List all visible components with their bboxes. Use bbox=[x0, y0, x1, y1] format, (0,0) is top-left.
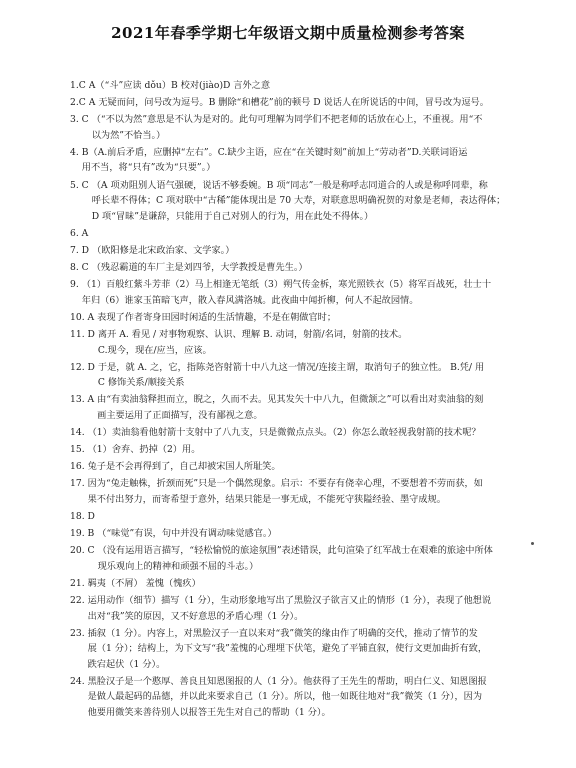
answer-line: B（A.前后矛盾，应删掉“左右”。C.缺少主语，应在“在关键时刻”前加上“劳动者”D.关联词语运 bbox=[81, 146, 468, 158]
answer-number: 4. bbox=[70, 146, 79, 158]
answer-text bbox=[97, 310, 530, 326]
answer-number: 1.C bbox=[70, 80, 86, 91]
answer-text bbox=[98, 509, 530, 525]
answer-number: 15. bbox=[70, 444, 85, 456]
answer-text bbox=[97, 526, 530, 542]
answer-number: 22. bbox=[70, 594, 85, 606]
answer-number: 8. C bbox=[70, 262, 89, 274]
answer-line: 因为“兔走触株，折颈而死”只是一个偶然现象。启示：不要存有侥幸心理，不要想着不劳而获，如 bbox=[87, 478, 483, 490]
answer-line: 兔子是不会再得到了，自己却被宋国人所耻笑。 bbox=[87, 461, 281, 473]
answer-item bbox=[70, 392, 530, 423]
answer-line: 出对“我”笑的原因，又不好意思的矛盾心理（1 分）。 bbox=[87, 610, 304, 622]
answer-text bbox=[88, 674, 530, 721]
answer-item bbox=[70, 277, 530, 308]
answer-line: 跌宕起伏（1 分）。 bbox=[87, 658, 166, 670]
answer-line: 离开 A. 看见 / 对事物观察、认识、理解 B. 动词，射箭/名词，射箭的技术。 bbox=[97, 328, 408, 340]
answer-number: 5. C bbox=[70, 179, 89, 191]
answer-line: 运用动作（细节）描写（1 分），生动形象地写出了黑脸汉子欲言又止的情形（1 分），表现了他想说 bbox=[87, 594, 492, 606]
answer-number: 21. bbox=[70, 577, 85, 589]
answer-line: 于是，就 A. 之，它，指陈尧咨射箭十中八九这一情况/连接主谓，取消句子的独立性。 B.凭/ 用 bbox=[97, 361, 485, 373]
answer-text bbox=[98, 360, 530, 391]
answer-text bbox=[89, 95, 530, 111]
page-title: 2021年春季学期七年级语文期中质量检测参考答案 bbox=[111, 24, 465, 42]
answer-line: 他要用微笑来善待别人以报答王先生对自己的帮助（1 分）。 bbox=[87, 707, 331, 719]
answer-line: （没有运用语言描写，“轻松愉悦的旅途氛围”表述错误，此句渲染了红军战士在艰难的旅途中所体 bbox=[97, 545, 493, 557]
answer-line: （A 项劝阻别人语气强硬，说话不够委婉。B 项“同志”一般是称呼志同道合的人或是称呼同辈，称 bbox=[91, 179, 488, 191]
answer-text bbox=[88, 442, 530, 458]
answer-line: A（“斗”应读 dǒu）B 校对(jiào)D 言外之意 bbox=[88, 80, 271, 91]
answer-item bbox=[70, 327, 530, 358]
answer-line: 插叙（1 分）。内容上，对黑脸汉子一直以来对“我”微笑的缘由作了明确的交代，推动了情节的发 bbox=[87, 627, 478, 639]
answer-line: 羁夷（不屑） 羞愧（愧疚） bbox=[87, 577, 201, 589]
answer-text bbox=[92, 243, 530, 259]
answer-line: 由“有卖油翁释担而立，睨之，久而不去。见其发矢十中八九，但微颔之”可以看出对卖油翁的刻 bbox=[97, 394, 484, 406]
answer-item bbox=[70, 243, 530, 259]
answer-line bbox=[98, 509, 530, 525]
answer-item bbox=[70, 674, 530, 721]
answer-number: 10. A bbox=[70, 311, 95, 323]
answer-item bbox=[70, 145, 530, 176]
answer-item bbox=[70, 509, 530, 525]
answer-text bbox=[92, 260, 530, 276]
answer-line: （欧阳修是北宋政治家、文学家。） bbox=[92, 244, 235, 256]
answer-number: 18. D bbox=[70, 510, 95, 522]
answer-number: 17. bbox=[70, 478, 85, 490]
answer-text bbox=[88, 459, 530, 475]
answer-line: 展（1 分）；结构上，为下文写“我”羞愧的心理埋下伏笔，避免了平铺直叙，使行文更加曲折有致， bbox=[87, 643, 488, 655]
answer-list bbox=[70, 78, 530, 721]
answer-line: （1）卖油翁看他射箭十支射中了八九支，只是微微点点头。（2）你怎么敢轻视我射箭的技术呢？ bbox=[87, 426, 481, 438]
answer-line: 年归（6）谁家玉笛暗飞声，散入春风满洛城。此夜曲中闻折柳，何人不起故园情。 bbox=[81, 294, 419, 306]
answer-item bbox=[70, 425, 530, 441]
answer-number: 23. bbox=[70, 627, 85, 639]
answer-item bbox=[70, 442, 530, 458]
answer-line: 现乐观向上的精神和顽强不屈的斗志。） bbox=[97, 560, 259, 572]
answer-text bbox=[98, 327, 530, 358]
answer-item bbox=[70, 360, 530, 391]
answer-line: 表现了作者寄身田园时闲适的生活情趣，不是在朝做官时； bbox=[97, 311, 337, 323]
answer-line: 画主要运用了正面描写，没有鄙视之意。 bbox=[97, 409, 263, 421]
answer-text bbox=[97, 392, 530, 423]
answer-number: 6. A bbox=[70, 227, 89, 239]
answer-line: 以为然”不恰当。） bbox=[91, 129, 166, 141]
answer-text bbox=[91, 226, 530, 242]
answer-line: 果不付出努力，而寄希望于意外，结果只能是一事无成，不能死守狭隘经验、墨守成规。 bbox=[87, 493, 446, 505]
answer-line: （“味觉”有误，句中并没有调动味觉感官。） bbox=[97, 528, 277, 540]
answer-item bbox=[70, 576, 530, 592]
answer-text bbox=[82, 145, 530, 176]
answer-item bbox=[70, 459, 530, 475]
answer-item bbox=[70, 526, 530, 542]
answer-text bbox=[92, 178, 530, 225]
answer-line: C 修饰关系/顺接关系 bbox=[97, 377, 185, 389]
answer-number: 7. D bbox=[70, 244, 90, 256]
answer-number: 20. C bbox=[70, 545, 95, 557]
answer-item bbox=[70, 593, 530, 624]
answer-line: A 无疑而问，问号改为逗号。B 删除“和槽花”前的顿号 D 说话人在所说话的中间，冒号改为逗号。 bbox=[88, 97, 489, 109]
answer-number: 12. D bbox=[70, 361, 95, 373]
answer-text bbox=[82, 277, 530, 308]
answer-item bbox=[70, 178, 530, 225]
answer-number: 13. A bbox=[70, 394, 95, 406]
answer-number: 19. B bbox=[70, 528, 95, 540]
answer-line bbox=[91, 226, 530, 242]
answer-line: （1）百般红紫斗芳菲（2）马上相逢无笔纸（3）朔气传金柝，寒光照铁衣（5）将军百战死，壮士十 bbox=[81, 279, 492, 291]
answer-text bbox=[92, 112, 530, 143]
answer-item bbox=[70, 95, 530, 111]
answer-number: 9. bbox=[70, 279, 79, 291]
answer-text bbox=[88, 476, 530, 507]
answer-item bbox=[70, 310, 530, 326]
answer-line: （残忍霸道的车厂主是刘四爷，大学教授是曹先生。） bbox=[91, 262, 308, 274]
answer-line: 黑脸汉子是一个憨厚、善良且知恩图报的人（1 分）。他获得了王先生的帮助，明白仁义、知恩图报 bbox=[87, 675, 487, 687]
answer-text bbox=[88, 425, 530, 441]
answer-text bbox=[88, 626, 530, 673]
answer-line: 用不当，将“只有”改为“只要”。） bbox=[81, 162, 216, 174]
scan-speck bbox=[531, 542, 534, 545]
answer-item bbox=[70, 226, 530, 242]
answer-line: （1）舍弃、扔掉（2）用。 bbox=[87, 444, 201, 456]
answer-number: 3. C bbox=[70, 114, 89, 126]
answer-text bbox=[88, 576, 530, 592]
answer-text bbox=[98, 543, 530, 574]
answer-item bbox=[70, 78, 530, 94]
answer-text bbox=[88, 593, 530, 624]
answer-number: 11. D bbox=[70, 328, 95, 340]
answer-item bbox=[70, 112, 530, 143]
answer-line: 呼长辈不得体；C 项对联中“古稀”能体现出是 70 大寿，对联意思明确祝贺的对象是老师，表达得体； bbox=[91, 195, 506, 207]
answer-number: 2.C bbox=[70, 97, 86, 109]
answer-number: 24. bbox=[70, 675, 85, 687]
answer-line: 是做人最起码的品德，并以此来要求自己（1 分）。所以，他一如既往地对“我”微笑（1 分），因为 bbox=[87, 691, 483, 703]
answer-line: D 项“冒昧”是谦辞，只能用于自己对别人的行为，用在此处不得体。） bbox=[91, 210, 374, 222]
answer-text bbox=[89, 78, 530, 94]
answer-item bbox=[70, 260, 530, 276]
answer-number: 16. bbox=[70, 461, 85, 473]
answer-item bbox=[70, 476, 530, 507]
answer-item bbox=[70, 543, 530, 574]
answer-line: C.现今，现在/应当，应该。 bbox=[97, 344, 212, 356]
answer-item bbox=[70, 626, 530, 673]
answer-line: （“不以为然”意思是不认为是对的。此句可理解为同学们不把老师的话放在心上，不重视。用“不 bbox=[91, 114, 483, 126]
answer-number: 14. bbox=[70, 426, 85, 438]
